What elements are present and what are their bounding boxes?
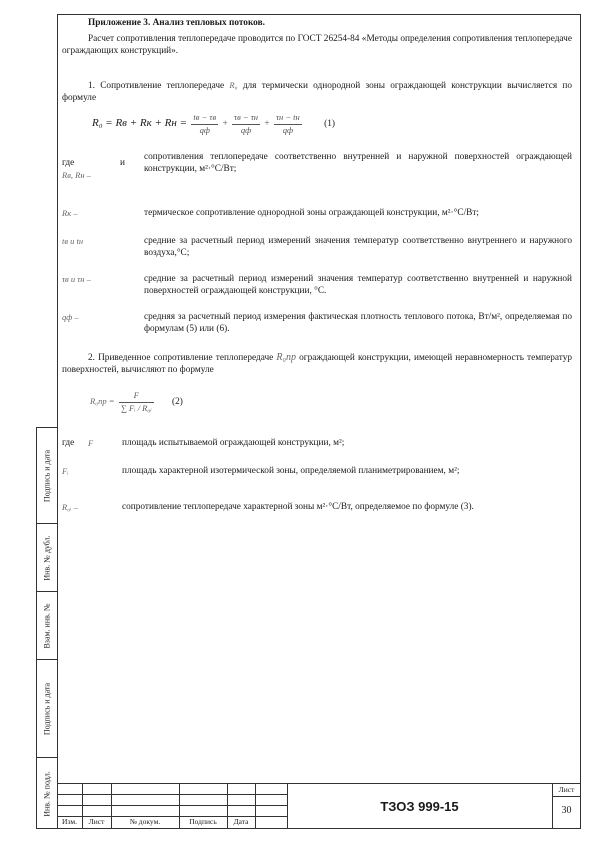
symbol-r0: R₀ bbox=[229, 80, 238, 90]
def-symbol: R₀ᵢ – bbox=[62, 502, 78, 512]
col-sheet: Лист bbox=[88, 817, 105, 826]
def-text: сопротивление теплопередаче характерной зоны м²·°С/Вт, определяемое по формуле (3). bbox=[122, 502, 474, 512]
def-text: площадь испытываемой ограждающей конструкции, м²; bbox=[122, 438, 345, 448]
page-frame bbox=[57, 14, 581, 829]
sheet-number: 30 bbox=[561, 805, 572, 816]
def-text: сопротивления теплопередаче соответственно внутренней и наружной поверхностей ограждающей конструкции, м²·°С/Вт; bbox=[144, 152, 572, 174]
col-change: Изм. bbox=[62, 817, 77, 826]
col-signature: Подпись bbox=[189, 817, 217, 826]
def-symbol: Rк – bbox=[62, 208, 78, 218]
def-text: средние за расчетный период измерений значения температур соответственно внутренней и наружной поверхностей ограждающей конструкции, °С. bbox=[144, 274, 572, 296]
item1-paragraph: 1. Сопротивление теплопередаче R₀ для термически однородной зоны ограждающей конструкции вычисляется по формуле bbox=[62, 80, 573, 103]
def-text: термическое сопротивление однородной зоны ограждающей конструкции, м²·°С/Вт; bbox=[144, 208, 479, 218]
def-symbol: qф – bbox=[62, 312, 79, 322]
def-text: средняя за расчетный период измерения фактическая плотность теплового потока, Вт/м², определяемая по формулам (5) или (6). bbox=[144, 312, 572, 334]
side-stamp-cell: Инв. № подл. bbox=[42, 771, 52, 817]
def-symbol: Rв, Rн – bbox=[62, 170, 91, 180]
document-page: Подпись и дата Инв. № дубл. Взам. инв. № Подпись и дата Инв. № подл. Приложение 3. Анализ тепловых потоков. Расчет сопротивления теплопередаче проводится по ГОСТ 26254-84 «Методы определения сопротивления теплопередаче ограждающих конструкций». 1. Сопротивление теплопередаче R₀ для термически однородной зоны ограждающей конструкции вычисляется по формуле R₀ = Rв + Rк + Rн = $\frac{tв - \tau в}{qф}$ + $\frac{\tau в - \tau н}{qф}$ + $\frac{\tau н - tн}{qф}$ (1) где Rв, Rн – и сопротивления теплопередаче соответственно внутренней и наружной поверхностей ограждающей конструкции, м²·°С/Вт; Rк – термическое сопротивление однородной зоны ограждающей конструкции, м²·°С/Вт; tв и tн средние за расчетный период измерений значения температур соответственно внутреннего и наружного воздуха,°С; τв и τн – средние за расчетный период измерений значения температур соответственно внутренней и наружной поверхностей ограждающей конструкции, °С. qф – средняя за расчетный период измерения фактическая плотность теплового потока, Вт/м², определяемая по формулам (5) или (6). 2. Приведенное сопротивление теплопередаче R₀пр ограждающей конструкции, имеющей неравномерность температур поверхностей, вычисляют по формуле R₀пр = $\frac{F}{\text{∑ Fᵢ / R₀ᵢ}}$ (2) где F площадь испытываемой ограждающей конструкции, м²; Fᵢ площадь характерной изотермической зоны, определяемой планиметрированием, м²; R₀ᵢ – сопротивление теплопередаче характерной зоны м²·°С/Вт, определяемое по формуле (3). Изм. Лист № докум. Подпись Дата ТЗОЗ 999-15 Лист 30 bbox=[0, 0, 600, 847]
appendix-heading: Приложение 3. Анализ тепловых потоков. bbox=[88, 18, 265, 28]
document-code: ТЗОЗ 999-15 bbox=[380, 798, 459, 814]
def-text: площадь характерной изотермической зоны, определяемой планиметрированием, м²; bbox=[122, 466, 460, 476]
def-text: средние за расчетный период измерений значения температур соответственно внутреннего и наружного воздуха,°С; bbox=[144, 236, 572, 258]
def-symbol: tв и tн bbox=[62, 236, 84, 246]
intro-paragraph: Расчет сопротивления теплопередаче проводится по ГОСТ 26254-84 «Методы определения сопротивления теплопередаче ограждающих конструкций». bbox=[62, 34, 572, 56]
symbol-r0pr: R₀пр bbox=[276, 352, 296, 363]
side-stamp-cell: Взам. инв. № bbox=[37, 592, 57, 660]
side-stamp-cell: Подпись и дата bbox=[37, 428, 57, 524]
item2-paragraph: 2. Приведенное сопротивление теплопередаче R₀пр ограждающей конструкции, имеющей неравномерность температур поверхностей, вычисляют по формуле bbox=[62, 352, 572, 375]
sheet-label: Лист bbox=[558, 785, 575, 794]
col-date: Дата bbox=[233, 817, 249, 826]
def-symbol: F bbox=[88, 438, 94, 448]
col-doc-no: № докум. bbox=[129, 817, 161, 826]
def-symbol: τв и τн – bbox=[62, 274, 91, 284]
title-block bbox=[57, 783, 581, 829]
def-symbol: Fᵢ bbox=[62, 466, 69, 476]
side-stamp-cell: Инв. № дубл. bbox=[37, 524, 57, 592]
formula-1: R₀ = Rв + Rк + Rн = $\frac{tв - \tau в}{qф}$ + $\frac{\tau в - \tau н}{qф}$ + $\frac{\tau н - tн}{qф}$ (1) bbox=[92, 112, 335, 135]
side-stamp bbox=[36, 427, 57, 829]
side-stamp-cell: Подпись и дата bbox=[37, 660, 57, 758]
formula-2: R₀пр = $\frac{F}{\text{∑ Fᵢ / R₀ᵢ}}$ (2) bbox=[90, 390, 183, 413]
